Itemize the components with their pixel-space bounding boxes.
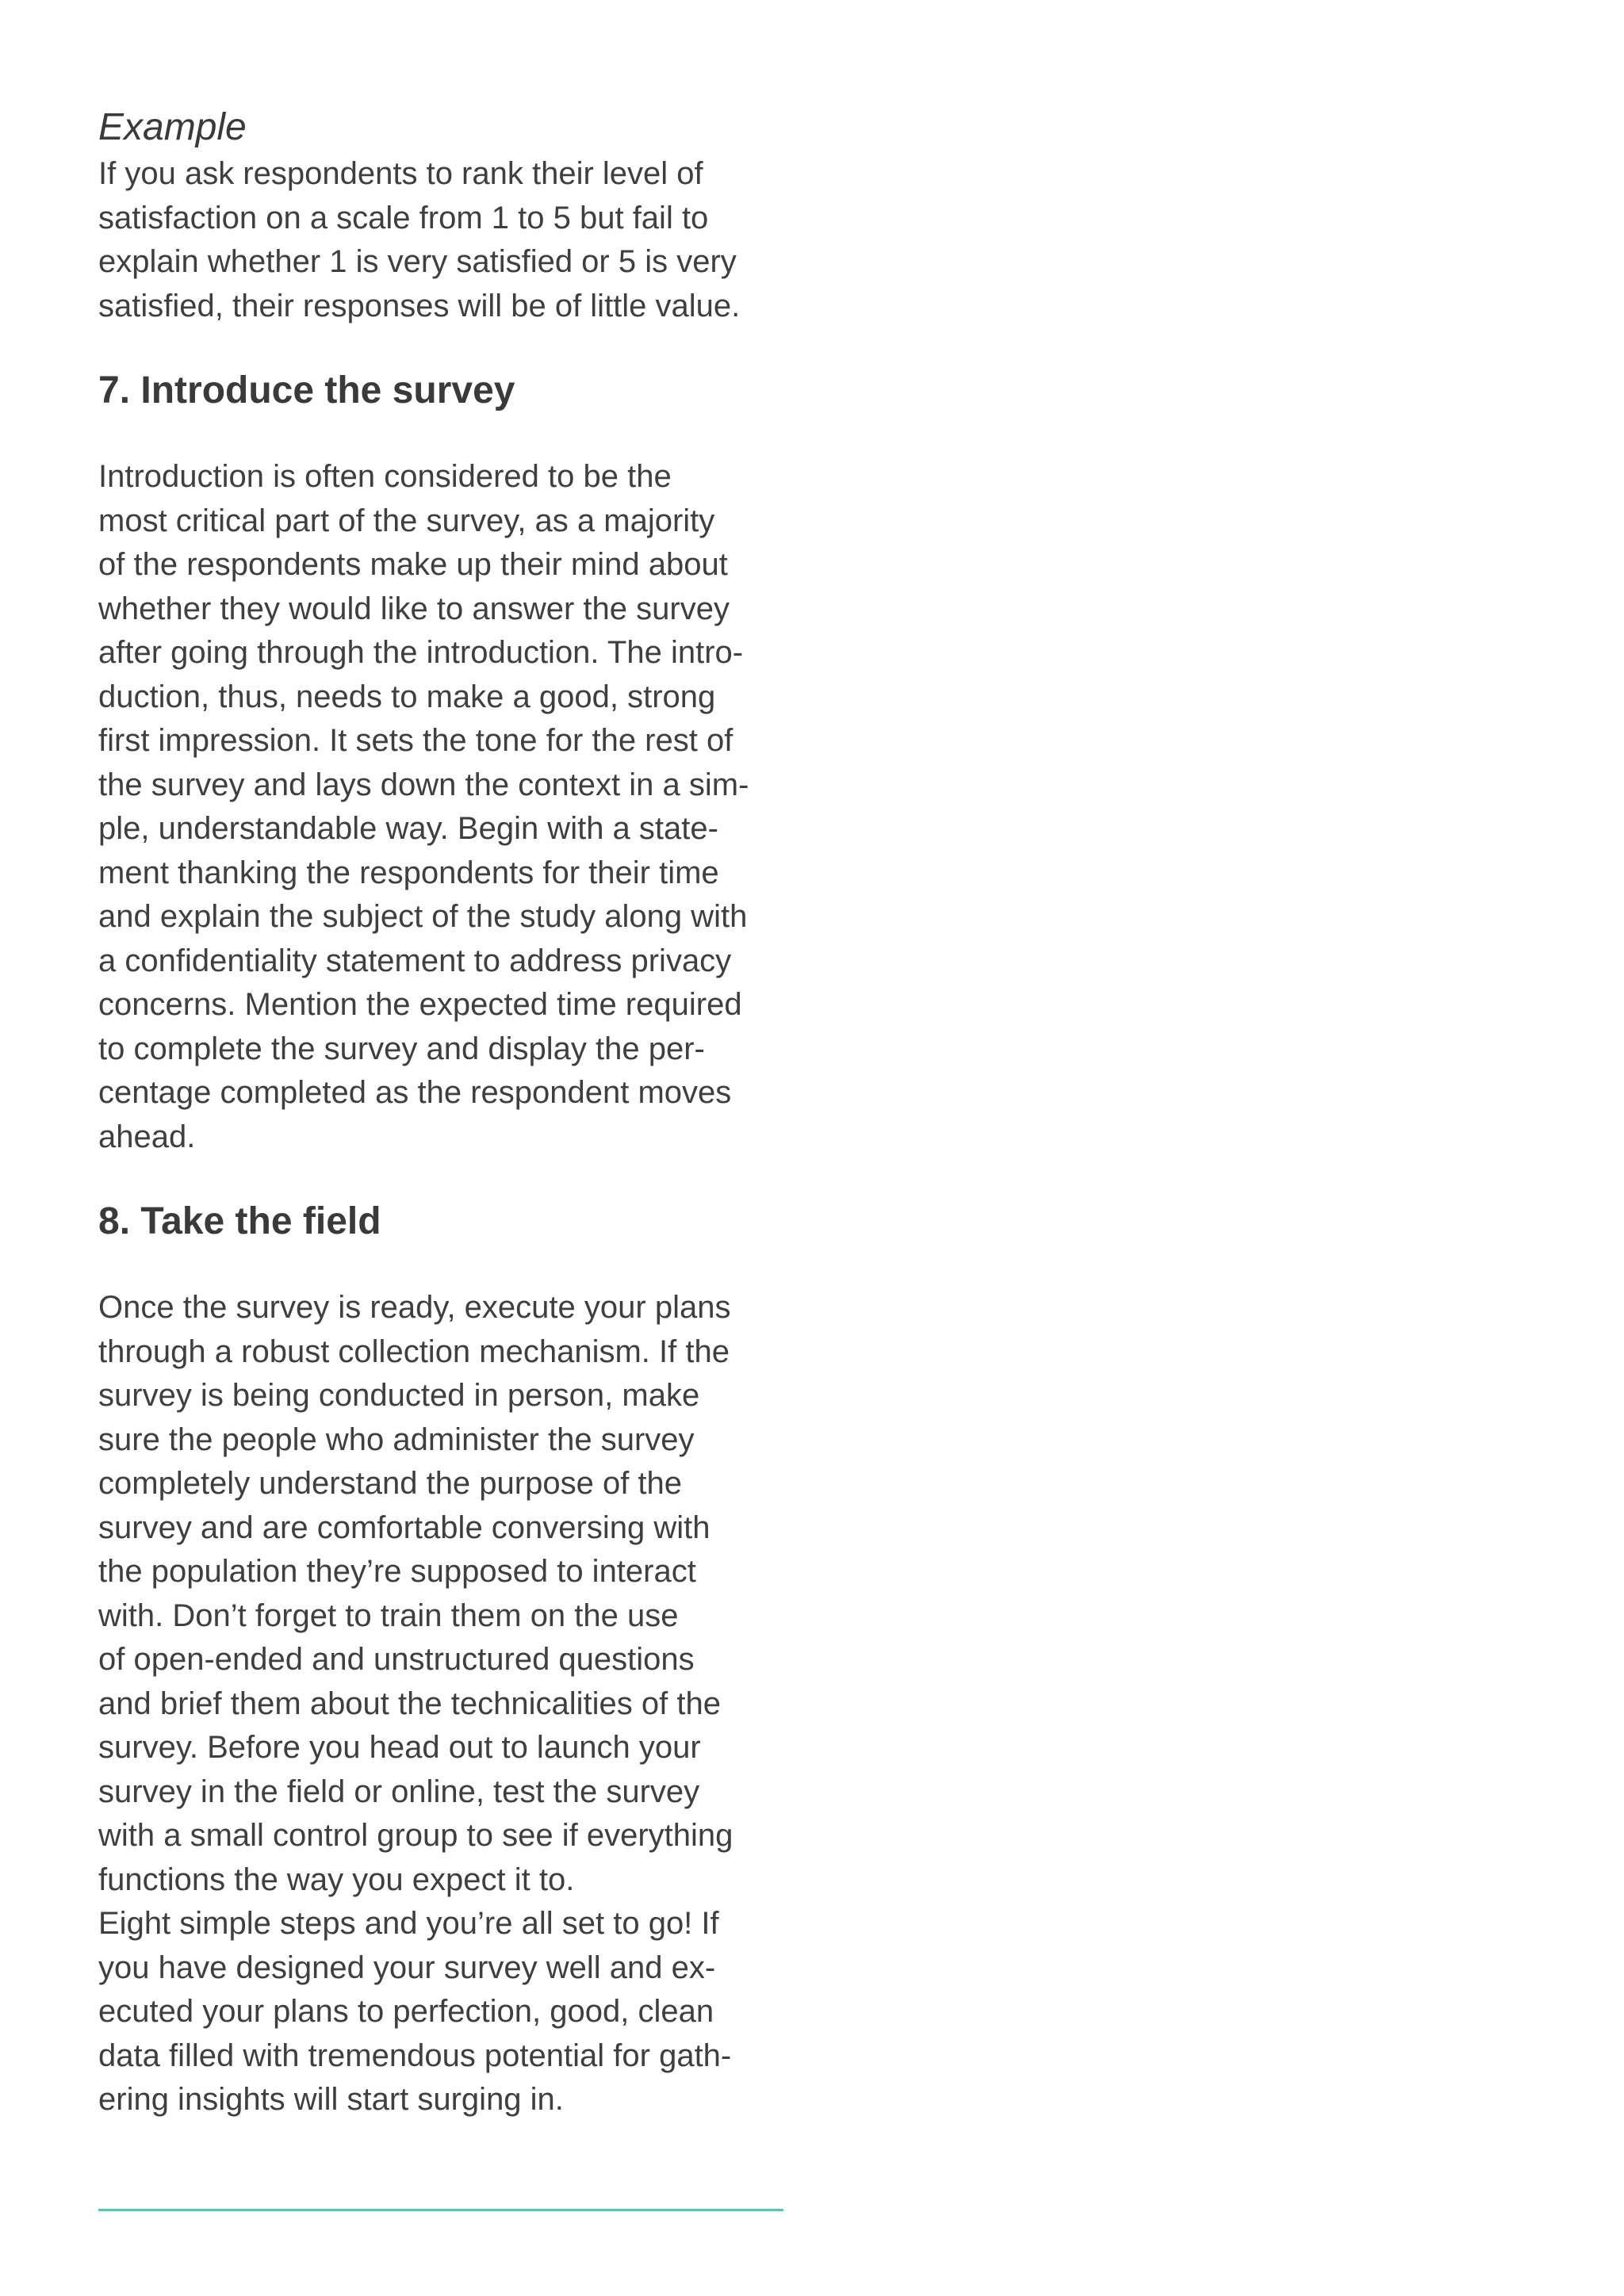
text-line: satisfied, their responses will be of little value. — [98, 288, 741, 323]
text-line: ment thanking the respondents for their time — [98, 855, 719, 890]
text-line: with a small control group to see if everything — [98, 1818, 733, 1853]
text-line: of the respondents make up their mind about — [98, 547, 728, 582]
text-line: survey and are comfortable conversing with — [98, 1510, 710, 1545]
example-label: Example — [98, 106, 247, 148]
text-line: Eight simple steps and you’re all set to go! If — [98, 1906, 719, 1941]
text-line: to complete the survey and display the per- — [98, 1031, 705, 1066]
text-line: of open-ended and unstructured questions — [98, 1642, 695, 1677]
text-line: Once the survey is ready, execute your plans — [98, 1290, 731, 1325]
text-line: functions the way you expect it to. — [98, 1862, 575, 1897]
text-line: and explain the subject of the study along with — [98, 899, 748, 934]
text-line: first impression. It sets the tone for the rest of — [98, 723, 733, 758]
text-line: centage completed as the respondent moves — [98, 1075, 732, 1110]
text-line: ecuted your plans to perfection, good, clean — [98, 1994, 714, 2029]
text-line: you have designed your survey well and ex- — [98, 1950, 716, 1985]
text-line: concerns. Mention the expected time required — [98, 987, 742, 1022]
text-line: satisfaction on a scale from 1 to 5 but fail to — [98, 200, 709, 235]
text-line: through a robust collection mechanism. If the — [98, 1334, 730, 1369]
text-line: most critical part of the survey, as a majority — [98, 503, 715, 538]
text-line: the population they’re supposed to interact — [98, 1554, 696, 1589]
text-line: ering insights will start surging in. — [98, 2082, 564, 2117]
text-line: survey. Before you head out to launch your — [98, 1730, 701, 1765]
text-line: survey is being conducted in person, make — [98, 1378, 700, 1413]
text-line: Introduction is often considered to be the — [98, 459, 672, 494]
text-line: with. Don’t forget to train them on the use — [98, 1598, 679, 1633]
text-line: completely understand the purpose of the — [98, 1466, 683, 1501]
text-line: data filled with tremendous potential for gath- — [98, 2038, 732, 2073]
text-line: sure the people who administer the survey — [98, 1422, 695, 1457]
footer-divider — [98, 2209, 783, 2211]
section-heading-take-the-field: 8. Take the field — [98, 1200, 381, 1242]
text-line: survey in the field or online, test the survey — [98, 1774, 700, 1809]
text-line: duction, thus, needs to make a good, strong — [98, 679, 716, 714]
text-line: explain whether 1 is very satisfied or 5 is very — [98, 244, 737, 279]
text-line: whether they would like to answer the survey — [98, 591, 730, 626]
text-line: after going through the introduction. The intro- — [98, 635, 744, 670]
section-paragraph-take-the-field — [98, 1286, 812, 2122]
section-paragraph-introduce-survey — [98, 455, 812, 1159]
page-content — [98, 103, 812, 2122]
text-line: and brief them about the technicalities of the — [98, 1686, 721, 1721]
section-heading-introduce-survey: 7. Introduce the survey — [98, 369, 515, 411]
text-line: If you ask respondents to rank their level of — [98, 156, 703, 191]
text-line: a confidentiality statement to address privacy — [98, 943, 732, 978]
text-line: ahead. — [98, 1119, 196, 1154]
example-paragraph — [98, 152, 812, 328]
text-line: ple, understandable way. Begin with a state- — [98, 811, 718, 846]
text-line: the survey and lays down the context in a sim- — [98, 767, 749, 802]
